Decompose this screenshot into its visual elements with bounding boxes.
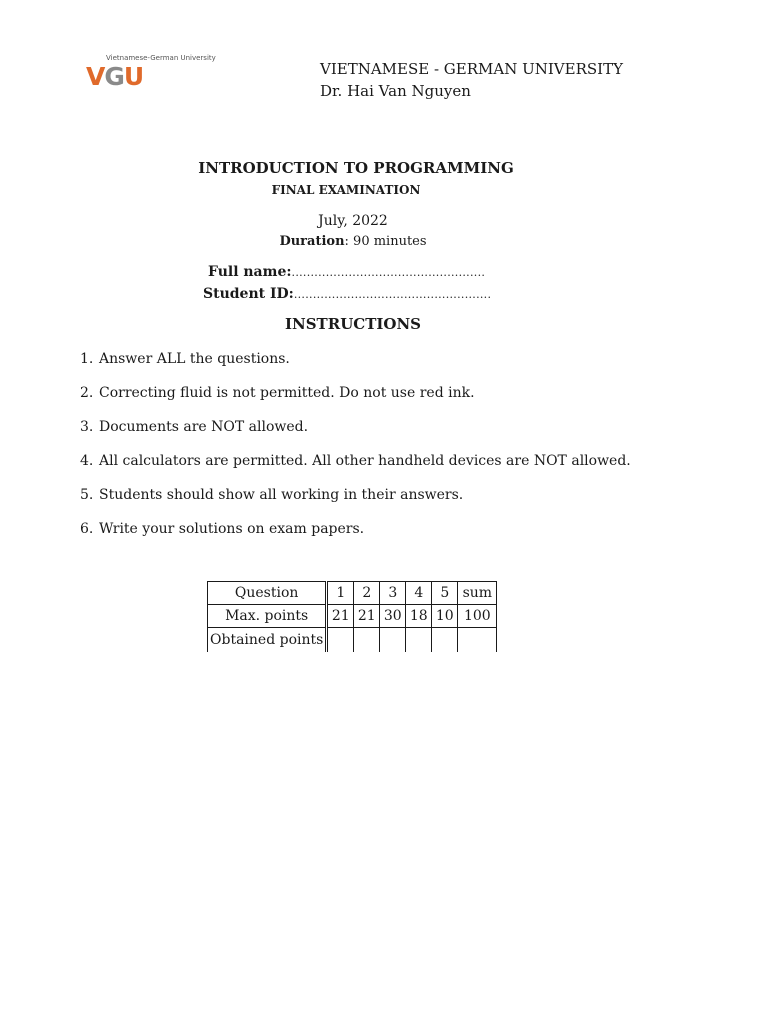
table-row-label: Question (208, 582, 327, 605)
student-id-blank[interactable]: .................................................... (293, 288, 492, 301)
obtained-points-cell[interactable] (406, 628, 432, 653)
list-item-text: Write your solutions on exam papers. (99, 521, 365, 537)
list-item-number: 2. (80, 385, 94, 401)
logo-caption: Vietnamese-German University (106, 54, 216, 62)
student-id-field[interactable] (203, 286, 491, 302)
question-number: 4 (406, 582, 432, 605)
university-name: VIETNAMESE - GERMAN UNIVERSITY (320, 60, 623, 78)
university-logo (86, 54, 236, 94)
obtained-points-sum[interactable] (458, 628, 497, 653)
duration-value: : 90 minutes (344, 234, 427, 249)
max-points-cell: 21 (354, 605, 380, 628)
obtained-points-cell[interactable] (327, 628, 354, 653)
score-table (207, 581, 497, 652)
exam-duration (0, 234, 706, 249)
obtained-points-cell[interactable] (432, 628, 458, 653)
obtained-points-cell[interactable] (380, 628, 406, 653)
lecturer-name: Dr. Hai Van Nguyen (320, 82, 471, 100)
table-row-obtained-points (208, 628, 497, 653)
list-item (80, 417, 308, 437)
duration-label: Duration (279, 234, 345, 249)
question-number: 5 (432, 582, 458, 605)
student-id-label: Student ID: (203, 286, 294, 302)
list-item-text: Documents are NOT allowed. (99, 419, 309, 435)
list-item-text: All calculators are permitted. All other handheld devices are NOT allowed. (99, 453, 631, 469)
question-sum: sum (458, 582, 497, 605)
max-points-sum: 100 (458, 605, 497, 628)
course-title: INTRODUCTION TO PROGRAMMING (198, 159, 514, 177)
max-points-cell: 10 (432, 605, 458, 628)
question-number: 2 (354, 582, 380, 605)
table-row-label: Obtained points (208, 628, 327, 653)
logo-letter-g: G (104, 62, 124, 91)
max-points-cell: 30 (380, 605, 406, 628)
max-points-cell: 18 (406, 605, 432, 628)
full-name-field[interactable] (208, 264, 485, 280)
table-row-label: Max. points (208, 605, 327, 628)
logo-letter-v: V (86, 62, 105, 91)
table-row-max-points (208, 605, 497, 628)
exam-date: July, 2022 (318, 213, 388, 229)
logo-mark (86, 64, 143, 90)
list-item-text: Correcting fluid is not permitted. Do not use red ink. (99, 385, 475, 401)
list-item-number: 5. (80, 487, 94, 503)
list-item (80, 485, 463, 505)
list-item-number: 1. (80, 351, 94, 367)
list-item-text: Students should show all working in their answers. (99, 487, 464, 503)
question-number: 1 (327, 582, 354, 605)
question-number: 3 (380, 582, 406, 605)
list-item-number: 3. (80, 419, 94, 435)
full-name-blank[interactable]: ................................................... (291, 266, 486, 279)
max-points-cell: 21 (327, 605, 354, 628)
list-item-number: 4. (80, 453, 94, 469)
table-row-question (208, 582, 497, 605)
list-item (80, 349, 290, 369)
obtained-points-cell[interactable] (354, 628, 380, 653)
list-item-text: Answer ALL the questions. (99, 351, 290, 367)
list-item (80, 519, 364, 539)
list-item (80, 383, 475, 403)
list-item-number: 6. (80, 521, 94, 537)
logo-letter-u: U (123, 62, 144, 91)
list-item (80, 451, 631, 471)
full-name-label: Full name: (208, 264, 292, 280)
instructions-title: INSTRUCTIONS (285, 315, 421, 333)
exam-title: FINAL EXAMINATION (271, 183, 421, 197)
